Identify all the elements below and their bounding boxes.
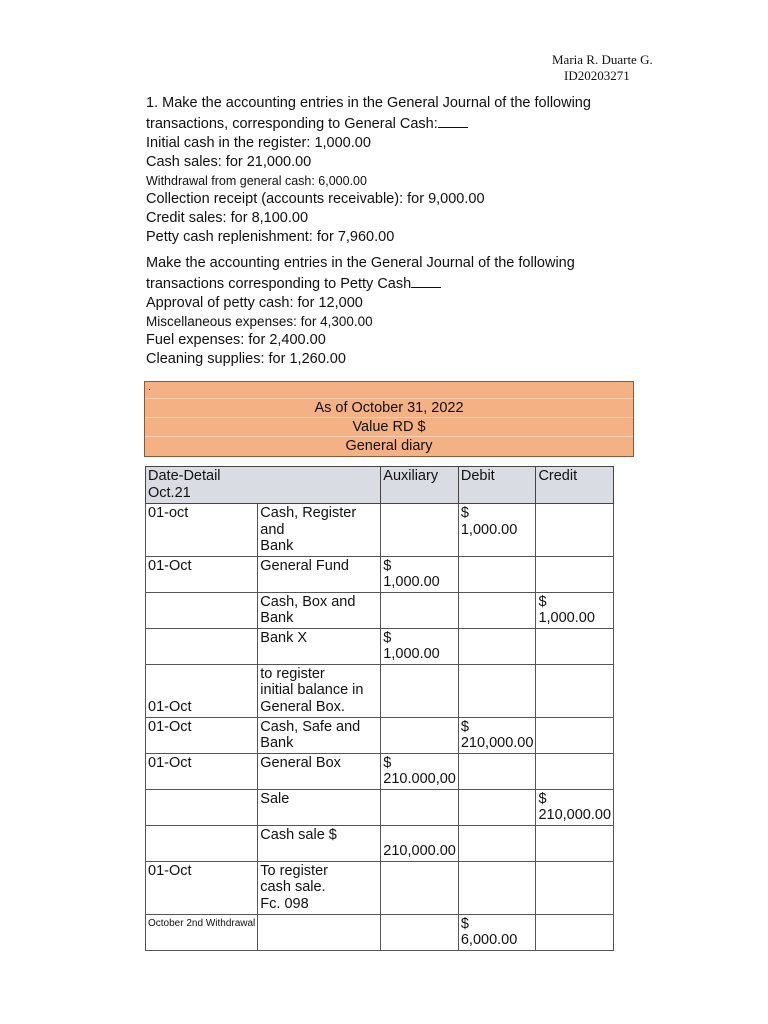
student-id: ID20203271 <box>564 68 630 83</box>
transaction-item: Initial cash in the register: 1,000.00 <box>146 135 371 151</box>
entry-debit <box>458 753 536 789</box>
entry-credit <box>536 628 614 664</box>
entry-auxiliary: $ 1,000.00 <box>381 628 459 664</box>
table-row <box>146 861 614 914</box>
entry-credit: $ 1,000.00 <box>536 592 614 628</box>
entry-debit <box>458 789 536 825</box>
entry-debit <box>458 664 536 717</box>
entry-debit: $ 1,000.00 <box>458 504 536 557</box>
entry-debit <box>458 592 536 628</box>
transaction-item: Withdrawal from general cash: 6,000.00 <box>146 174 367 188</box>
general-journal-table <box>145 466 614 951</box>
petty-cash-instructions <box>146 254 636 369</box>
table-row <box>146 556 614 592</box>
entry-date: 01-Oct <box>146 861 258 914</box>
entry-credit <box>536 753 614 789</box>
entry-debit <box>458 628 536 664</box>
entry-detail <box>258 914 381 950</box>
entry-credit <box>536 825 614 861</box>
entry-auxiliary <box>381 592 459 628</box>
author-block <box>552 52 653 84</box>
author-name: Maria R. Duarte G. <box>552 52 653 67</box>
transaction-item: Fuel expenses: for 2,400.00 <box>146 332 326 348</box>
entry-date: 01-oct <box>146 504 258 557</box>
entry-date: 01-Oct <box>146 753 258 789</box>
entry-detail: To register cash sale. Fc. 098 <box>258 861 381 914</box>
entry-detail: General Fund <box>258 556 381 592</box>
instruction-line <box>146 113 636 134</box>
entry-credit <box>536 556 614 592</box>
table-header-row <box>146 467 614 504</box>
entry-auxiliary: 210,000.00 <box>381 825 459 861</box>
entry-date <box>146 789 258 825</box>
underline-blank <box>411 273 441 288</box>
table-row <box>146 753 614 789</box>
entry-debit: $ 6,000.00 <box>458 914 536 950</box>
general-cash-instructions <box>146 94 636 247</box>
entry-detail: General Box <box>258 753 381 789</box>
transaction-item: Miscellaneous expenses: for 4,300.00 <box>146 314 373 329</box>
entry-credit <box>536 861 614 914</box>
instruction-line <box>146 273 636 294</box>
entry-debit <box>458 825 536 861</box>
entry-date <box>146 825 258 861</box>
header-auxiliary: Auxiliary <box>381 467 459 504</box>
entry-debit <box>458 861 536 914</box>
table-row <box>146 664 614 717</box>
entry-auxiliary <box>381 789 459 825</box>
banner-value: Value RD $ <box>145 418 633 437</box>
entry-detail: Cash sale $ <box>258 825 381 861</box>
entry-detail: to register initial balance in General Box. <box>258 664 381 717</box>
entry-auxiliary: $ 210.000,00 <box>381 753 459 789</box>
entry-date <box>146 628 258 664</box>
entry-date: 01-Oct <box>146 556 258 592</box>
entry-auxiliary <box>381 861 459 914</box>
transaction-item: Petty cash replenishment: for 7,960.00 <box>146 229 395 245</box>
table-row <box>146 504 614 557</box>
instruction-line: 1. Make the accounting entries in the General Journal of the following <box>146 95 591 111</box>
entry-detail: Bank X <box>258 628 381 664</box>
entry-credit <box>536 664 614 717</box>
table-row <box>146 825 614 861</box>
entry-date: October 2nd Withdrawal <box>146 914 258 950</box>
entry-auxiliary <box>381 664 459 717</box>
transaction-item: Collection receipt (accounts receivable): for 9,000.00 <box>146 191 485 207</box>
transaction-item: Credit sales: for 8,100.00 <box>146 210 309 226</box>
entry-date: 01-Oct <box>146 717 258 753</box>
entry-detail: Cash, Register and Bank <box>258 504 381 557</box>
entry-credit: $ 210,000.00 <box>536 789 614 825</box>
entry-auxiliary <box>381 504 459 557</box>
journal-banner <box>144 381 634 457</box>
table-row <box>146 789 614 825</box>
banner-date: As of October 31, 2022 <box>145 399 633 418</box>
transaction-item: Approval of petty cash: for 12,000 <box>146 295 363 311</box>
header-credit: Credit <box>536 467 614 504</box>
banner-dot: . <box>145 382 633 399</box>
entry-auxiliary: $ 1,000.00 <box>381 556 459 592</box>
instruction-text: transactions corresponding to Petty Cash <box>146 276 412 292</box>
header-date-detail: Date-Detail Oct.21 <box>146 467 381 504</box>
entry-auxiliary <box>381 717 459 753</box>
banner-title: General diary <box>345 438 433 454</box>
entry-credit <box>536 914 614 950</box>
table-row <box>146 592 614 628</box>
entry-detail: Cash, Safe and Bank <box>258 717 381 753</box>
entry-auxiliary <box>381 914 459 950</box>
table-row <box>146 914 614 950</box>
transaction-item: Cash sales: for 21,000.00 <box>146 154 312 170</box>
underline-blank <box>438 113 468 128</box>
transaction-item: Cleaning supplies: for 1,260.00 <box>146 351 346 367</box>
entry-debit: $ 210,000.00 <box>458 717 536 753</box>
entry-detail: Sale <box>258 789 381 825</box>
table-row <box>146 628 614 664</box>
entry-detail: Cash, Box and Bank <box>258 592 381 628</box>
entry-debit <box>458 556 536 592</box>
entry-credit <box>536 717 614 753</box>
entry-credit <box>536 504 614 557</box>
header-debit: Debit <box>458 467 536 504</box>
instruction-text: transactions, corresponding to General Cash: <box>146 116 438 132</box>
table-row <box>146 717 614 753</box>
entry-date: 01-Oct <box>146 664 258 717</box>
entry-date <box>146 592 258 628</box>
instruction-line: Make the accounting entries in the General Journal of the following <box>146 255 575 271</box>
